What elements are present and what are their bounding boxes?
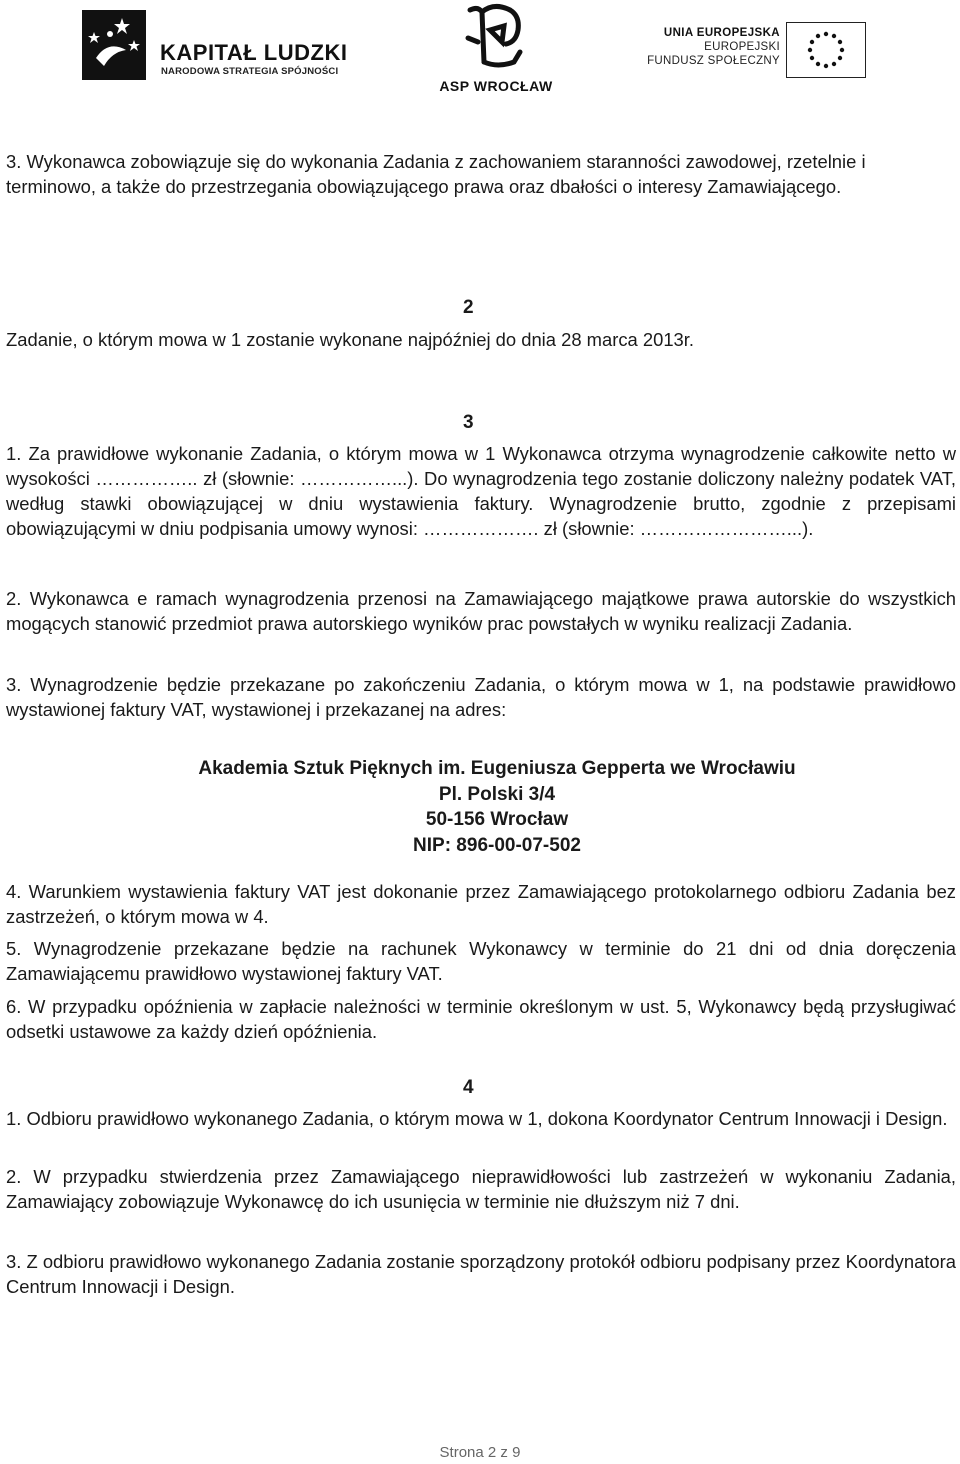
paragraph-4-1: 1. Odbioru prawidłowo wykonanego Zadania, o którym mowa w 1, dokona Koordynator Centrum Innowacji i Design. — [6, 1108, 948, 1129]
page-number-footer: Strona 2 z 9 — [439, 1444, 521, 1461]
paragraph-3-4: 4. Warunkiem wystawienia faktury VAT jest dokonanie przez Zamawiającego protokolarnego odbioru Zadania bez zastrzeżeń, o którym mowa w 4. — [6, 881, 956, 927]
asp-name: ASP WROCŁAW — [439, 78, 553, 94]
eu-logo — [647, 14, 866, 80]
kapital-ludzki-emblem-icon — [82, 10, 146, 80]
paragraph-3-6: 6. W przypadku opóźnienia w zapłacie należności w terminie określonym w ust. 5, Wykonawcy będą przysługiwać odsetki ustawowe za każdy dzień opóźnienia. — [6, 996, 956, 1042]
section-heading-2 — [463, 297, 474, 319]
asp-emblem-icon — [464, 2, 528, 72]
address-line-4: NIP: 896-00-07-502 — [413, 834, 581, 856]
section-heading-4 — [463, 1077, 474, 1099]
address-line-3: 50-156 Wrocław — [425, 809, 569, 830]
kapital-ludzki-subtitle: NARODOWA STRATEGIA SPÓJNOŚCI — [161, 66, 339, 77]
eu-flag-icon — [786, 22, 866, 78]
page-header — [0, 0, 960, 110]
paragraph-3-2: 2. Wykonawca e ramach wynagrodzenia przenosi na Zamawiającego majątkowe prawa autorskie do wszystkich mogących stanowić przedmiot prawa autorskiego wyników prac powstałych w wyniku realizacji Zadania. — [6, 588, 956, 634]
eu-text — [647, 26, 780, 68]
paragraph-1-3: 3. Wykonawca zobowiązuje się do wykonania Zadania z zachowaniem staranności zawodowej, rzetelnie i terminowo, a także do przestrzegania obowiązującego prawa oraz dbałości o interesy Zamawiającego. — [6, 151, 866, 197]
eu-line-2: EUROPEJSKI — [704, 41, 780, 53]
section-number: 2 — [463, 297, 474, 318]
section-number: 3 — [463, 412, 474, 433]
address-block — [0, 756, 960, 858]
eu-line-3: FUNDUSZ SPOŁECZNY — [647, 55, 780, 67]
address-line-2: Pl. Polski 3/4 — [438, 783, 556, 805]
address-line-1: Akademia Sztuk Pięknych im. Eugeniusza Gepperta we Wrocławiu — [198, 758, 796, 779]
paragraph-3-5: 5. Wynagrodzenie przekazane będzie na rachunek Wykonawcy w terminie do 21 dni od dnia doręczenia Zamawiającemu prawidłowo wystawionej faktury VAT. — [6, 938, 956, 984]
eu-line-1: UNIA EUROPEJSKA — [663, 27, 780, 39]
kapital-ludzki-title: KAPITAŁ LUDZKI — [160, 40, 348, 65]
paragraph-3-3: 3. Wynagrodzenie będzie przekazane po zakończeniu Zadania, o którym mowa w 1, na podstawie prawidłowo wystawionej faktury VAT, wystawionej i przekazanej na adres: — [6, 674, 956, 720]
paragraph-2: Zadanie, o którym mowa w 1 zostanie wykonane najpóźniej do dnia 28 marca 2013r. — [6, 329, 694, 350]
section-heading-3 — [463, 412, 474, 434]
paragraph-4-3: 3. Z odbioru prawidłowo wykonanego Zadania zostanie sporządzony protokół odbioru podpisany przez Koordynatora Centrum Innowacji i Design. — [6, 1251, 956, 1297]
paragraph-3-1: 1. Za prawidłowe wykonanie Zadania, o którym mowa w 1 Wykonawca otrzyma wynagrodzenie całkowite netto w wysokości …………….. zł (słownie: ……………...). Do wynagrodzenia tego zostanie doliczony należny podatek VAT, według stawki obowiązującej w dniu wystawienia faktury. Wynagrodzenie brutto, zgodnie z przepisami obowiązującymi w dniu podpisania umowy wynosi: ………………. zł (słownie: ……………………...). — [6, 443, 956, 539]
kapital-ludzki-logo — [82, 10, 354, 80]
section-number: 4 — [463, 1077, 474, 1098]
asp-wroclaw-logo — [438, 0, 554, 100]
paragraph-4-2: 2. W przypadku stwierdzenia przez Zamawiającego nieprawidłowości lub zastrzeżeń w wykonaniu Zadania, Zamawiający zobowiązuje Wykonawcę do ich usunięcia w terminie nie dłuższym niż 7 dni. — [6, 1166, 956, 1212]
